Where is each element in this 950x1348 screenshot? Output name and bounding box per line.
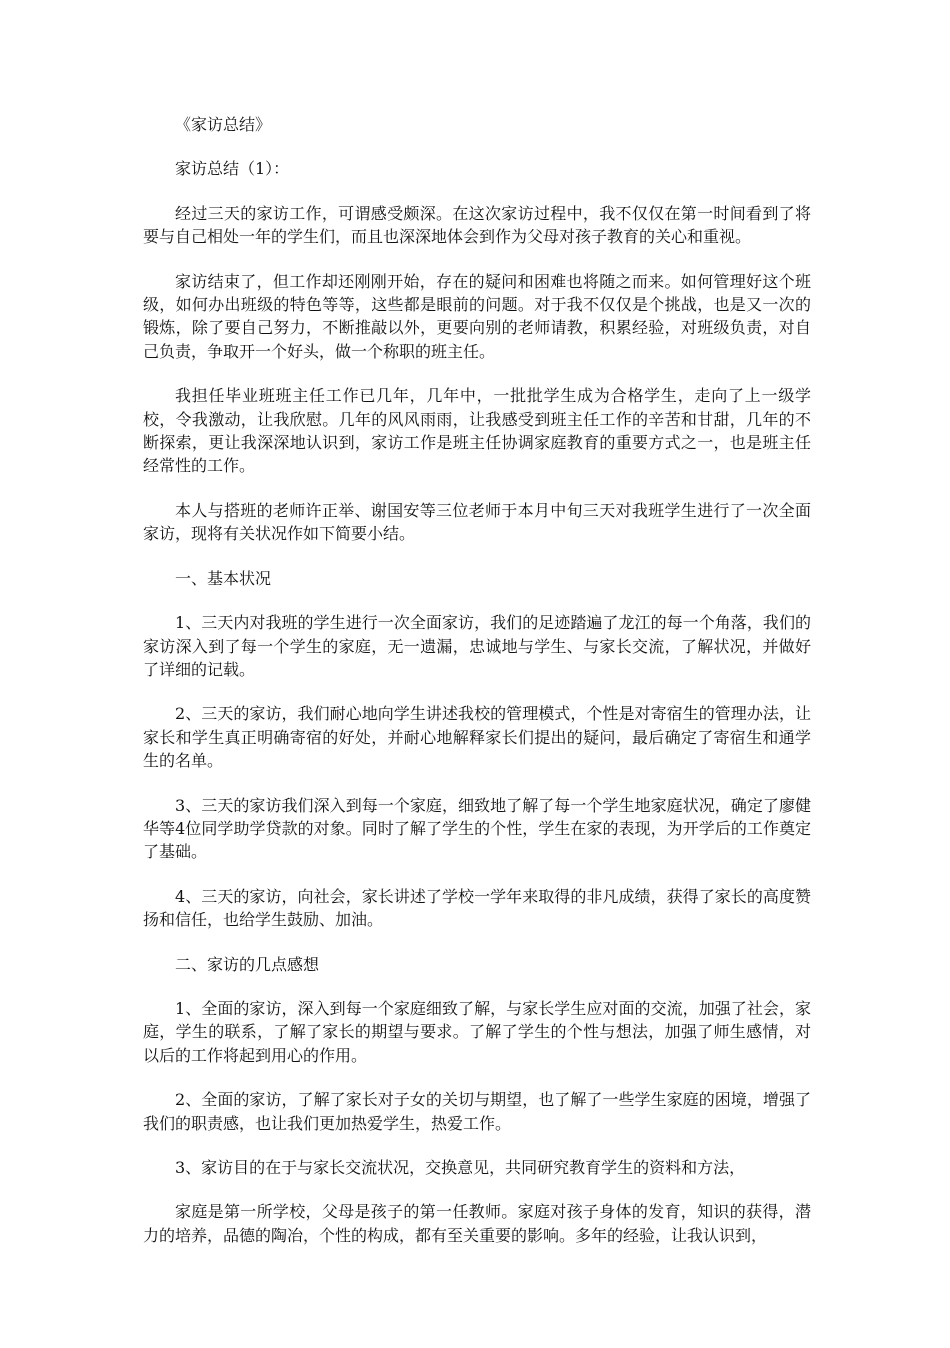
intro-paragraph: 我担任毕业班班主任工作已几年，几年中，一批批学生成为合格学生，走向了上一级学校，令我激动，让我欣慰。几年的风风雨雨，让我感受到班主任工作的辛苦和甘甜，几年的不断探索，更让我深深地认识到，家访工作是班主任协调家庭教育的重要方式之一，也是班主任经常性的工作。 xyxy=(143,386,811,476)
section1-item: 4、三天的家访，向社会，家长讲述了学校一学年来取得的非凡成绩，获得了家长的高度赞扬和信任，也给学生鼓励、加油。 xyxy=(143,886,811,930)
document-title: 《家访总结》 xyxy=(175,115,272,134)
section1-item: 3、三天的家访我们深入到每一个家庭，细致地了解了每一个学生地家庭状况，确定了廖健华等4位同学助学贷款的对象。同时了解了学生的个性，学生在家的表现，为开学后的工作奠定了基础。 xyxy=(143,795,811,862)
document-subtitle: 家访总结（1）： xyxy=(175,159,290,179)
section1-item: 2、三天的家访，我们耐心地向学生讲述我校的管理模式，个性是对寄宿生的管理办法，让家长和学生真正明确寄宿的好处，并耐心地解释家长们提出的疑问，最后确定了寄宿生和通学生的名单。 xyxy=(143,704,811,771)
section2-item: 2、全面的家访，了解了家长对子女的关切与期望，也了解了一些学生家庭的困境，增强了我们的职责感，也让我们更加热爱学生，热爱工作。 xyxy=(143,1090,811,1133)
intro-paragraph: 经过三天的家访工作，可谓感受颇深。在这次家访过程中，我不仅仅在第一时间看到了将要与自己相处一年的学生们，而且也深深地体会到作为父母对孩子教育的关心和重视。 xyxy=(143,203,811,247)
section-heading-basic-status: 一、基本状况 xyxy=(175,568,272,588)
section-heading-reflections: 二、家访的几点感想 xyxy=(175,954,320,974)
intro-paragraph: 家访结束了，但工作却还刚刚开始，存在的疑问和困难也将随之而来。如何管理好这个班级，如何办出班级的特色等等，这些都是眼前的问题。对于我不仅仅是个挑战，也是又一次的锻炼，除了要自己努力，不断推敲以外，更要向别的老师请教，积累经验，对班级负责，对自己负责，争取开一个好头，做一个称职的班主任。 xyxy=(143,271,811,361)
section2-item: 家庭是第一所学校，父母是孩子的第一任教师。家庭对孩子身体的发育，知识的获得，潜力的培养，品德的陶冶，个性的构成，都有至关重要的影响。多年的经验，让我认识到， xyxy=(143,1202,811,1245)
intro-paragraph: 本人与搭班的老师许正举、谢国安等三位老师于本月中旬三天对我班学生进行了一次全面家访，现将有关状况作如下简要小结。 xyxy=(143,500,811,544)
section2-item: 1、全面的家访，深入到每一个家庭细致了解，与家长学生应对面的交流，加强了社会，家庭，学生的联系，了解了家长的期望与要求。了解了学生的个性与想法，加强了师生感情，对以后的工作将起到用心的作用。 xyxy=(143,998,811,1065)
section2-item: 3、家访目的在于与家长交流状况，交换意见，共同研究教育学生的资料和方法， xyxy=(175,1158,746,1177)
section1-item: 1、三天内对我班的学生进行一次全面家访，我们的足迹踏遍了龙江的每一个角落，我们的家访深入到了每一个学生的家庭，无一遗漏，忠诚地与学生、与家长交流，了解状况，并做好了详细的记载。 xyxy=(143,613,811,679)
document-page xyxy=(143,113,811,1268)
